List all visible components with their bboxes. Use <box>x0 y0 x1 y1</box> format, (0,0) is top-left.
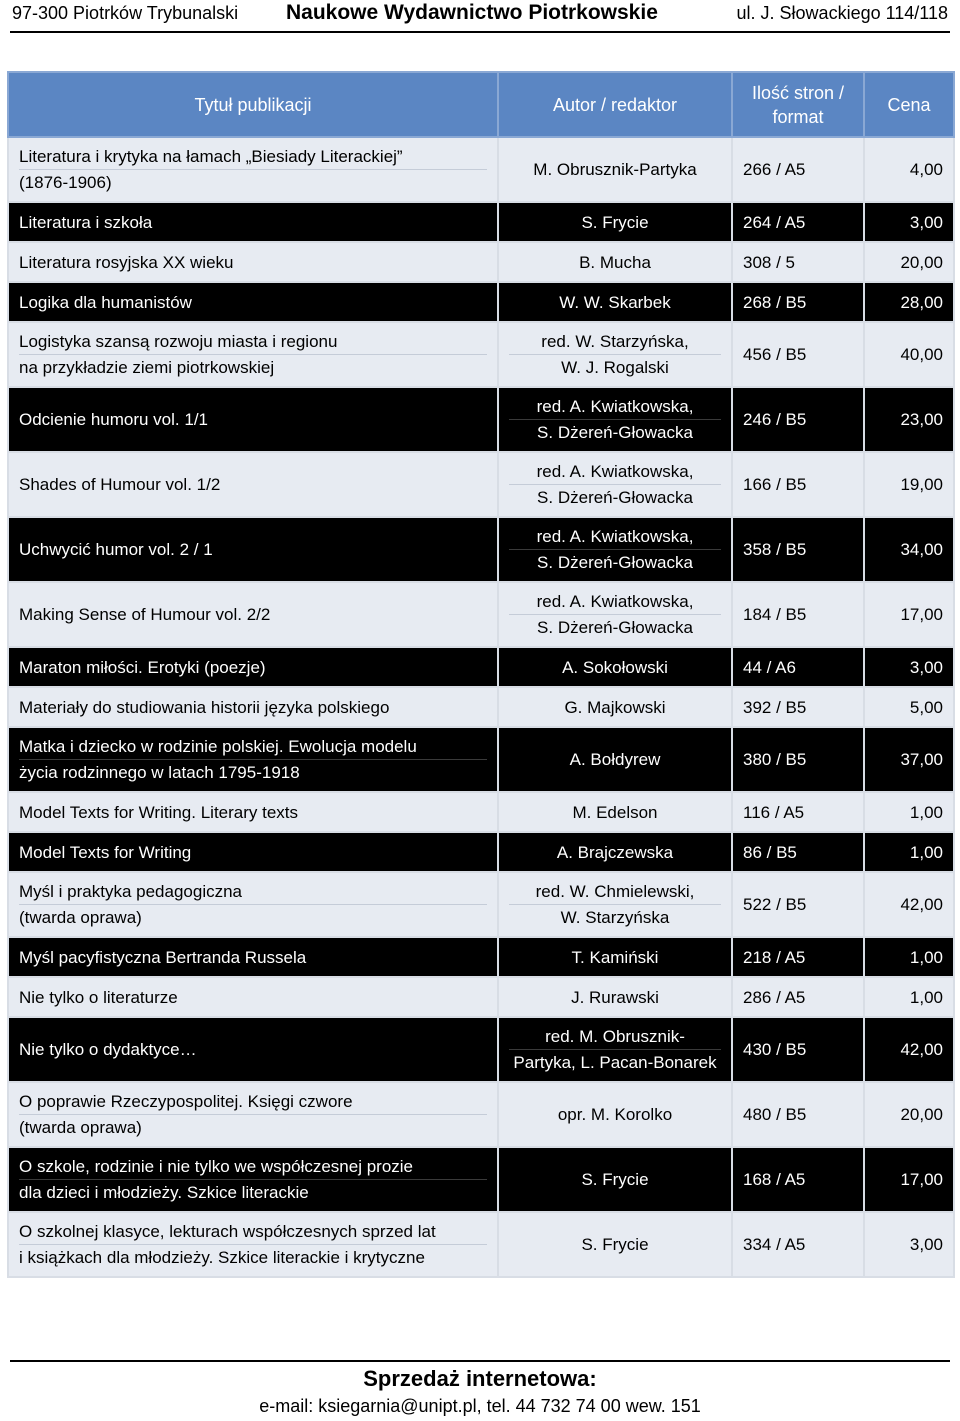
cell-title <box>8 687 498 727</box>
cell-author <box>498 727 732 792</box>
cell-author-line: W. Starzyńska <box>560 908 670 927</box>
table-row <box>8 517 954 582</box>
cell-title-line: Maraton miłości. Erotyki (poezje) <box>19 657 266 677</box>
cell-author-line: red. A. Kwiatkowska, <box>509 589 721 615</box>
cell-pages: 380 / B5 <box>732 727 864 792</box>
cell-author-line: G. Majkowski <box>564 697 666 717</box>
table-row <box>8 832 954 872</box>
cell-pages: 334 / A5 <box>732 1212 864 1277</box>
cell-pages: 358 / B5 <box>732 517 864 582</box>
cell-title <box>8 977 498 1017</box>
cell-pages: 430 / B5 <box>732 1017 864 1082</box>
cell-title-line: życia rodzinnego w latach 1795-1918 <box>19 763 300 782</box>
cell-author-line: M. Edelson <box>572 802 658 822</box>
cell-title <box>8 647 498 687</box>
cell-title <box>8 242 498 282</box>
cell-author <box>498 792 732 832</box>
cell-author-line: red. W. Starzyńska, <box>509 329 721 355</box>
cell-pages: 266 / A5 <box>732 137 864 202</box>
cell-author-line: A. Brajczewska <box>556 842 674 862</box>
publisher-street: ul. J. Słowackiego 114/118 <box>736 3 948 23</box>
cell-author-line: red. A. Kwiatkowska, <box>509 524 721 550</box>
cell-author-line: red. M. Obrusznik- <box>509 1024 721 1050</box>
page-header <box>0 0 960 32</box>
cell-price: 28,00 <box>864 282 954 322</box>
cell-title-line: i książkach dla młodzieży. Szkice literackie i krytyczne <box>19 1248 425 1267</box>
cell-author <box>498 872 732 937</box>
cell-author <box>498 832 732 872</box>
cell-pages: 218 / A5 <box>732 937 864 977</box>
cell-author-line: S. Frycie <box>581 1170 649 1189</box>
cell-price: 20,00 <box>864 242 954 282</box>
cell-price: 17,00 <box>864 1147 954 1212</box>
cell-pages: 268 / B5 <box>732 282 864 322</box>
cell-title-line: Shades of Humour vol. 1/2 <box>19 475 221 494</box>
cell-author <box>498 242 732 282</box>
cell-author <box>498 202 732 242</box>
column-header-pages-line1: Ilość stron / <box>751 82 845 103</box>
cell-price: 37,00 <box>864 727 954 792</box>
cell-price: 5,00 <box>864 687 954 727</box>
cell-title <box>8 727 498 792</box>
table-row <box>8 727 954 792</box>
cell-pages: 480 / B5 <box>732 1082 864 1147</box>
cell-title <box>8 387 498 452</box>
cell-author-line: A. Bołdyrew <box>569 750 661 769</box>
cell-title <box>8 137 498 202</box>
table-row <box>8 452 954 517</box>
cell-title <box>8 937 498 977</box>
cell-author-line: W. W. Skarbek <box>559 292 671 312</box>
cell-pages: 86 / B5 <box>732 832 864 872</box>
cell-author <box>498 1212 732 1277</box>
cell-author-line: S. Dżereń-Głowacka <box>537 618 693 637</box>
cell-title-line: Myśl pacyfistyczna Bertranda Russela <box>19 947 307 967</box>
cell-price: 1,00 <box>864 792 954 832</box>
cell-title <box>8 322 498 387</box>
cell-pages: 168 / A5 <box>732 1147 864 1212</box>
table-row <box>8 137 954 202</box>
table-row <box>8 282 954 322</box>
cell-author-line: Partyka, L. Pacan-Bonarek <box>513 1053 717 1072</box>
table-row <box>8 242 954 282</box>
cell-price: 19,00 <box>864 452 954 517</box>
cell-author <box>498 1147 732 1212</box>
cell-price: 42,00 <box>864 872 954 937</box>
cell-pages: 264 / A5 <box>732 202 864 242</box>
cell-author-line: T. Kamiński <box>571 947 659 967</box>
cell-pages: 246 / B5 <box>732 387 864 452</box>
table-row <box>8 1082 954 1147</box>
cell-title <box>8 1212 498 1277</box>
cell-author-line: red. W. Chmielewski, <box>509 879 721 905</box>
cell-title <box>8 582 498 647</box>
cell-author-line: red. A. Kwiatkowska, <box>509 394 721 420</box>
table-row <box>8 582 954 647</box>
cell-title-line: Nie tylko o literaturze <box>19 987 178 1007</box>
cell-title <box>8 1017 498 1082</box>
cell-title-line: Odcienie humoru vol. 1/1 <box>19 410 208 429</box>
footer-divider <box>10 1360 950 1362</box>
cell-price: 3,00 <box>864 1212 954 1277</box>
cell-price: 42,00 <box>864 1017 954 1082</box>
table-row <box>8 977 954 1017</box>
table-row <box>8 792 954 832</box>
cell-title-line: (twarda oprawa) <box>19 1118 142 1137</box>
cell-author <box>498 687 732 727</box>
cell-author-line: J. Rurawski <box>571 987 659 1007</box>
cell-title-line: Literatura i szkoła <box>19 212 153 232</box>
cell-price: 17,00 <box>864 582 954 647</box>
cell-pages: 116 / A5 <box>732 792 864 832</box>
cell-title-line: (twarda oprawa) <box>19 908 142 927</box>
cell-title-line: Logika dla humanistów <box>19 292 192 312</box>
table-row <box>8 1212 954 1277</box>
cell-title-line: Matka i dziecko w rodzinie polskiej. Ewolucja modelu <box>19 734 487 760</box>
table-row <box>8 202 954 242</box>
cell-title-line: O poprawie Rzeczypospolitej. Księgi czwore <box>19 1089 487 1115</box>
table-row <box>8 647 954 687</box>
cell-pages: 308 / 5 <box>732 242 864 282</box>
table-row <box>8 1017 954 1082</box>
cell-author-line: S. Dżereń-Głowacka <box>537 423 693 442</box>
footer-title: Sprzedaż internetowa: <box>363 1366 597 1391</box>
cell-title-line: Literatura rosyjska XX wieku <box>19 252 234 272</box>
publications-table <box>7 71 955 1278</box>
cell-author <box>498 1017 732 1082</box>
cell-title <box>8 517 498 582</box>
cell-author <box>498 977 732 1017</box>
cell-author <box>498 937 732 977</box>
cell-title <box>8 1082 498 1147</box>
cell-title <box>8 452 498 517</box>
publisher-name: Naukowe Wydawnictwo Piotrkowskie <box>286 1 658 24</box>
table-row <box>8 322 954 387</box>
cell-title <box>8 282 498 322</box>
cell-author-line: S. Dżereń-Głowacka <box>537 553 693 572</box>
cell-title <box>8 792 498 832</box>
cell-author-line: S. Dżereń-Głowacka <box>537 488 693 507</box>
cell-title <box>8 832 498 872</box>
cell-pages: 286 / A5 <box>732 977 864 1017</box>
cell-author <box>498 137 732 202</box>
cell-author-line: opr. M. Korolko <box>557 1105 673 1124</box>
cell-title <box>8 1147 498 1212</box>
cell-author-line: M. Obrusznik-Partyka <box>533 160 697 179</box>
cell-price: 1,00 <box>864 832 954 872</box>
cell-price: 34,00 <box>864 517 954 582</box>
table-body <box>8 137 954 1277</box>
header-divider <box>10 31 950 33</box>
column-header-price: Cena <box>864 72 954 137</box>
cell-pages: 392 / B5 <box>732 687 864 727</box>
cell-pages: 522 / B5 <box>732 872 864 937</box>
cell-price: 40,00 <box>864 322 954 387</box>
cell-author-line: S. Frycie <box>581 212 649 232</box>
cell-price: 3,00 <box>864 647 954 687</box>
cell-pages: 184 / B5 <box>732 582 864 647</box>
cell-title-line: Literatura i krytyka na łamach „Biesiady Literackiej” <box>19 144 487 170</box>
table-row <box>8 937 954 977</box>
cell-title <box>8 872 498 937</box>
table-row <box>8 387 954 452</box>
cell-title-line: Uchwycić humor vol. 2 / 1 <box>19 540 213 559</box>
cell-title-line: dla dzieci i młodzieży. Szkice literackie <box>19 1183 309 1202</box>
cell-author <box>498 387 732 452</box>
cell-title-line: Materiały do studiowania historii języka polskiego <box>19 697 390 717</box>
column-header-author: Autor / redaktor <box>498 72 732 137</box>
cell-author-line: red. A. Kwiatkowska, <box>509 459 721 485</box>
cell-title-line: O szkolnej klasyce, lekturach współczesnych sprzed lat <box>19 1219 487 1245</box>
column-header-pages <box>732 72 864 137</box>
cell-price: 4,00 <box>864 137 954 202</box>
cell-title-line: Nie tylko o dydaktyce… <box>19 1040 197 1059</box>
cell-author-line: A. Sokołowski <box>562 657 668 677</box>
column-header-pages-line2: format <box>772 106 824 127</box>
cell-author-line: S. Frycie <box>581 1235 649 1254</box>
table-row <box>8 687 954 727</box>
cell-title-line: Myśl i praktyka pedagogiczna <box>19 879 487 905</box>
table-header-row <box>8 72 954 137</box>
publisher-city: 97-300 Piotrków Trybunalski <box>12 3 239 23</box>
cell-title-line: Model Texts for Writing <box>19 842 192 862</box>
cell-price: 23,00 <box>864 387 954 452</box>
cell-title <box>8 202 498 242</box>
cell-title-line: (1876-1906) <box>19 173 112 192</box>
cell-author <box>498 582 732 647</box>
cell-title-line: O szkole, rodzinie i nie tylko we współczesnej prozie <box>19 1154 487 1180</box>
cell-pages: 166 / B5 <box>732 452 864 517</box>
cell-price: 3,00 <box>864 202 954 242</box>
column-header-title: Tytuł publikacji <box>8 72 498 137</box>
cell-author <box>498 282 732 322</box>
cell-author <box>498 517 732 582</box>
cell-pages: 44 / A6 <box>732 647 864 687</box>
cell-title-line: Making Sense of Humour vol. 2/2 <box>19 605 271 624</box>
cell-author <box>498 452 732 517</box>
cell-author <box>498 647 732 687</box>
cell-title-line: Logistyka szansą rozwoju miasta i regionu <box>19 329 487 355</box>
table-row <box>8 872 954 937</box>
table-row <box>8 1147 954 1212</box>
cell-price: 20,00 <box>864 1082 954 1147</box>
cell-author-line: B. Mucha <box>579 252 651 272</box>
cell-price: 1,00 <box>864 937 954 977</box>
footer-contact: e-mail: ksiegarnia@unipt.pl, tel. 44 732 74 00 wew. 151 <box>259 1396 701 1416</box>
cell-pages: 456 / B5 <box>732 322 864 387</box>
cell-price: 1,00 <box>864 977 954 1017</box>
cell-author <box>498 322 732 387</box>
cell-title-line: na przykładzie ziemi piotrkowskiej <box>19 358 275 377</box>
cell-author <box>498 1082 732 1147</box>
cell-title-line: Model Texts for Writing. Literary texts <box>19 802 299 822</box>
cell-author-line: W. J. Rogalski <box>561 358 669 377</box>
